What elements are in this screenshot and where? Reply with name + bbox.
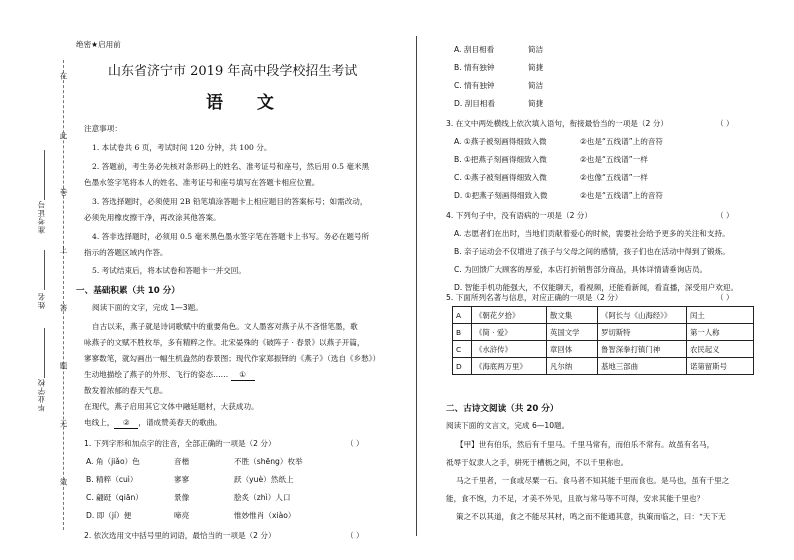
seal-char: 答 [59,304,68,313]
option-text: B. 情有独钟 [454,63,495,72]
note-line: 1. 本试卷共 6 页，考试时间 120 分钟，共 100 分。 [92,143,272,152]
option-text: 景像 [174,493,190,502]
table-cell: A [453,307,472,324]
reading-intro: 阅读下面的文言文，完成 6—10题。 [446,421,570,430]
field-label-name: 姓名 [37,292,46,309]
question-4-stem: 4. 下列句子中，没有语病的一项是（2 分） [446,211,592,220]
option-text: 音楷 [174,457,190,466]
option-text: C. 翩跹（qiān） [86,493,143,502]
answer-paren[interactable]: （ ） [346,531,364,540]
passage-line: 咏燕子的文赋不胜枚举，多有精粹之作。北宋晏殊的《破阵子 · 春景》以燕子开篇， [84,338,365,347]
table-cell: 《水浒传》 [472,341,547,358]
subject-title: 语 文 [206,93,288,113]
table-row [453,341,754,358]
option-text: ②也像“五线谱”一样 [580,173,648,182]
passage-line: 寥寥数笔，就勾画出一幅生机盎然的春景图；现代作家郑振铎的《燕子》（选自《乡愁》） [84,354,381,363]
option-text: D. 智能手机功能强大，不仅能聊天，看视频，还能看新闻，看直播，深受用户欢迎。 [454,283,739,292]
seal-char: 在 [59,72,68,81]
passage-line [84,370,255,381]
option-text: A. 刮目相看 [454,45,495,54]
passage-line [84,418,222,429]
passage-line: 在现代，燕子启用其它文体中融延题材，大获成功。 [84,402,259,411]
blank-1: ① [231,370,255,381]
table-cell: 章回体 [547,341,598,358]
option-text: 不胜（shēng）枚举 [234,457,303,466]
option-text: 简洁 [528,45,544,54]
option-text: C. 情有独钟 [454,81,495,90]
seal-char: 题 [59,362,68,371]
passage-line: 策之不以其道，食之不能尽其材，鸣之而不能通其意，执策而临之，曰：“天下无 [456,512,726,521]
option-text: A. ①燕子被刻画得细致入微 [454,137,547,146]
option-text: ②也是“五线谱”一样 [580,155,648,164]
table-row [453,358,754,375]
passage-text: 生动地描绘了燕子的外形、飞行的姿态…… [84,370,229,379]
table-cell: 诺第留斯号 [687,358,754,375]
table-cell: 《简 · 爱》 [472,324,547,341]
field-line [44,150,45,200]
note-line: 5. 考试结束后，将本试卷和答题卡一并交回。 [92,266,246,275]
option-text: B. ①把燕子刻画得细致入微 [454,155,547,164]
seal-char: 无 [59,420,68,429]
exam-title: 山东省济宁市 2019 年高中段学校招生考试 [108,64,358,79]
table-cell: 《阿长与《山海经》》 [598,307,687,324]
option-text: C. ①燕子被刻画得细致入微 [454,173,547,182]
field-label-exam-number: 准考证号 [37,200,46,234]
section-title-2: 二、古诗文阅读（共 20 分） [446,404,559,414]
passage-line: 能，食不饱，力不足，才美不外见，且欲与常马等不可得，安求其能千里也？ [446,494,705,503]
option-text: B. 亲子运动会不仅增进了孩子与父母之间的感情，孩子们也在活动中得到了锻炼。 [454,247,730,256]
table-cell: 闰土 [687,307,754,324]
answer-paren[interactable]: （ ） [716,119,734,128]
seal-char: 效 [59,478,68,487]
table-cell: 《朝花夕拾》 [472,307,547,324]
option-text: ②也是“五线谱”上的音符 [580,191,664,200]
option-text: 跃（yuè）然纸上 [234,475,294,484]
note-line: 必须先用橡皮擦干净，再改涂其他答案。 [84,213,221,222]
table-cell: 散文集 [547,307,598,324]
passage-line: 散发着浓郁的春天气息。 [84,386,168,395]
option-text: C. 为回馈广大顾客的厚爱，本店打折销售部分商品，具体详情请垂询店员。 [454,265,708,274]
blank-2: ② [114,418,138,429]
passage-text: 电线上， [84,418,115,427]
column-divider [416,36,417,536]
table-cell: 农民起义 [687,341,754,358]
q1-option-a [86,456,140,467]
section-title-1: 一、基础积累（共 10 分） [76,286,180,296]
note-line: 3. 答选择题时，必须使用 2B 铅笔填涂答题卡上相应题目的答案标号；如需改动， [92,197,368,206]
field-line [44,250,45,290]
passage-text: ，谱成赞美春天的歌曲。 [138,418,222,427]
option-text: 简捷 [528,99,544,108]
option-text: ②也是“五线谱”上的音符 [580,137,664,146]
passage-line: 【甲】世有伯乐，然后有千里马。千里马常有，而伯乐不常有。故虽有名马， [456,440,715,449]
answer-paren[interactable]: （ ） [716,293,734,302]
seal-char: 此 [59,132,68,141]
table-cell: D [453,358,472,375]
option-text: B. 精粹（cuì） [86,475,138,484]
answer-paren[interactable]: （ ） [346,439,364,448]
option-text: 啼亮 [174,511,190,520]
table-cell: 鲁智深拳打镇门神 [598,341,687,358]
question-2-stem: 2. 依次选用文中括号里的词语，最恰当的一项是（2 分） [84,531,276,540]
table-cell: 《海底两万里》 [472,358,547,375]
option-text: D. 即（jí）便 [86,511,132,520]
question-5-stem: 5. 下面所列名著与信息，对应正确的一项是（2 分） [446,293,623,302]
table-cell: B [453,324,472,341]
binding-dashed-line [63,60,64,530]
note-line: 2. 答题前，考生务必先核对条形码上的姓名、准考证号和座号，然后用 0.5 毫米黑 [92,162,370,171]
reading-intro: 阅读下面的文字，完成 1—3题。 [92,303,203,312]
seal-char: 卷 [59,188,68,197]
notes-title: 注意事项： [84,124,122,133]
table-cell: 第一人称 [687,324,754,341]
table-row [453,307,754,324]
secret-label: 绝密★启用前 [76,40,121,49]
option-text: 简捷 [528,63,544,72]
table-cell: 凡尔纳 [547,358,598,375]
field-line [44,328,45,378]
table-cell: 罗切斯特 [598,324,687,341]
answer-paren[interactable]: （ ） [716,211,734,220]
table-cell: C [453,341,472,358]
option-text: 简洁 [528,81,544,90]
option-text: 寥寥 [174,475,190,484]
field-label-school: 毕业学校 [37,378,46,412]
option-text: A. 志愿者们在出时，当地们贡献着爱心的时候，需要社会给予更多的关注和支持。 [454,229,730,238]
passage-line: 祗辱于奴隶人之手，骈死于槽枥之间，不以千里称也。 [446,458,629,467]
option-text: 脍炙（zhì）人口 [234,493,291,502]
passage-line: 马之千里者，一食或尽粟一石。食马者不知其能千里而食也。是马也，虽有千里之 [456,476,730,485]
seal-char: 上 [59,246,68,255]
note-line: 色墨水签字笔将本人的姓名、准考证号和座号填写在答题卡相应位置。 [84,178,320,187]
literature-table [452,306,754,375]
passage-line: 自古以来，燕子就是诗词歌赋中的重要角色。文人墨客对燕子从不吝惜笔墨，歌 [92,322,358,331]
question-1-stem: 1. 下列字形和加点字的注音，全部正确的一项是（2 分） [84,439,276,448]
question-3-stem: 3. 在文中两处横线上依次填入语句，衔接最恰当的一项是（2 分） [446,119,668,128]
table-cell: 基地三部曲 [598,358,687,375]
note-line: 指示的答题区域内作答。 [84,248,168,257]
table-row [453,324,754,341]
option-text: D. ①把燕子刻画得细致入微 [454,191,548,200]
option-text: D. 刮目相看 [454,99,496,108]
note-line: 4. 答非选择题时，必须用 0.5 毫米黑色墨水签字笔在答题卡上书写。务必在题号所 [92,232,370,241]
table-cell: 英国文学 [547,324,598,341]
option-text: 惟妙惟肖（xiào） [234,511,296,520]
option-text: A. 角（jiǎo）色 [86,457,140,466]
